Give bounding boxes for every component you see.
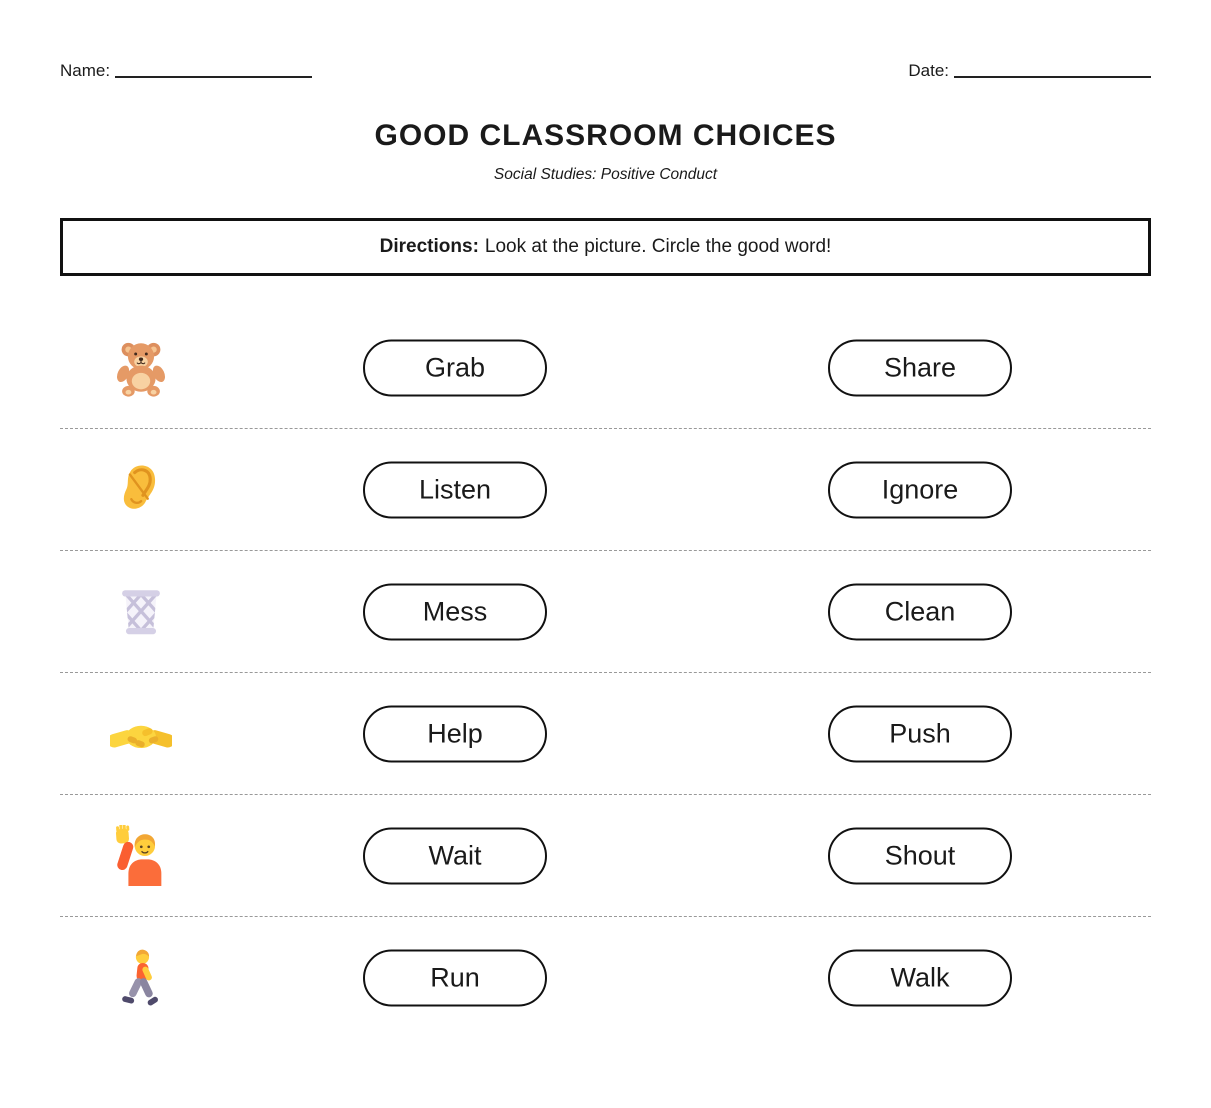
wastebasket-icon <box>110 581 172 643</box>
ear-icon <box>110 459 172 521</box>
directions-box <box>60 218 1151 276</box>
worksheet-row <box>60 795 1151 917</box>
date-field <box>908 62 1151 79</box>
option-pill[interactable]: Walk <box>828 949 1012 1006</box>
worksheet-page <box>60 0 1151 1038</box>
person-raising-hand-icon <box>110 825 172 887</box>
date-input-line[interactable] <box>954 75 1151 78</box>
worksheet-row <box>60 673 1151 795</box>
option-pill[interactable]: Mess <box>363 583 547 640</box>
option-pill[interactable]: Ignore <box>828 461 1012 518</box>
teddy-bear-icon <box>110 337 172 399</box>
worksheet-row <box>60 429 1151 551</box>
option-pill[interactable]: Wait <box>363 827 547 884</box>
directions-label: Directions: <box>379 236 479 257</box>
directions-text: Look at the picture. Circle the good word! <box>484 236 832 257</box>
name-label: Name: <box>60 61 111 80</box>
person-walking-icon <box>110 947 172 1009</box>
option-pill[interactable]: Help <box>363 705 547 762</box>
worksheet-row <box>60 307 1151 429</box>
page-subtitle: Social Studies: Positive Conduct <box>493 166 718 183</box>
page-title: GOOD CLASSROOM CHOICES <box>374 119 837 152</box>
worksheet-rows <box>60 307 1151 1038</box>
option-pill[interactable]: Grab <box>363 339 547 396</box>
option-pill[interactable]: Clean <box>828 583 1012 640</box>
date-label: Date: <box>908 61 949 80</box>
name-input-line[interactable] <box>115 75 312 78</box>
handshake-icon <box>110 703 172 765</box>
option-pill[interactable]: Shout <box>828 827 1012 884</box>
worksheet-row <box>60 917 1151 1038</box>
option-pill[interactable]: Push <box>828 705 1012 762</box>
header <box>60 0 1151 79</box>
option-pill[interactable]: Listen <box>363 461 547 518</box>
name-field <box>60 62 312 79</box>
option-pill[interactable]: Share <box>828 339 1012 396</box>
worksheet-row <box>60 551 1151 673</box>
option-pill[interactable]: Run <box>363 949 547 1006</box>
